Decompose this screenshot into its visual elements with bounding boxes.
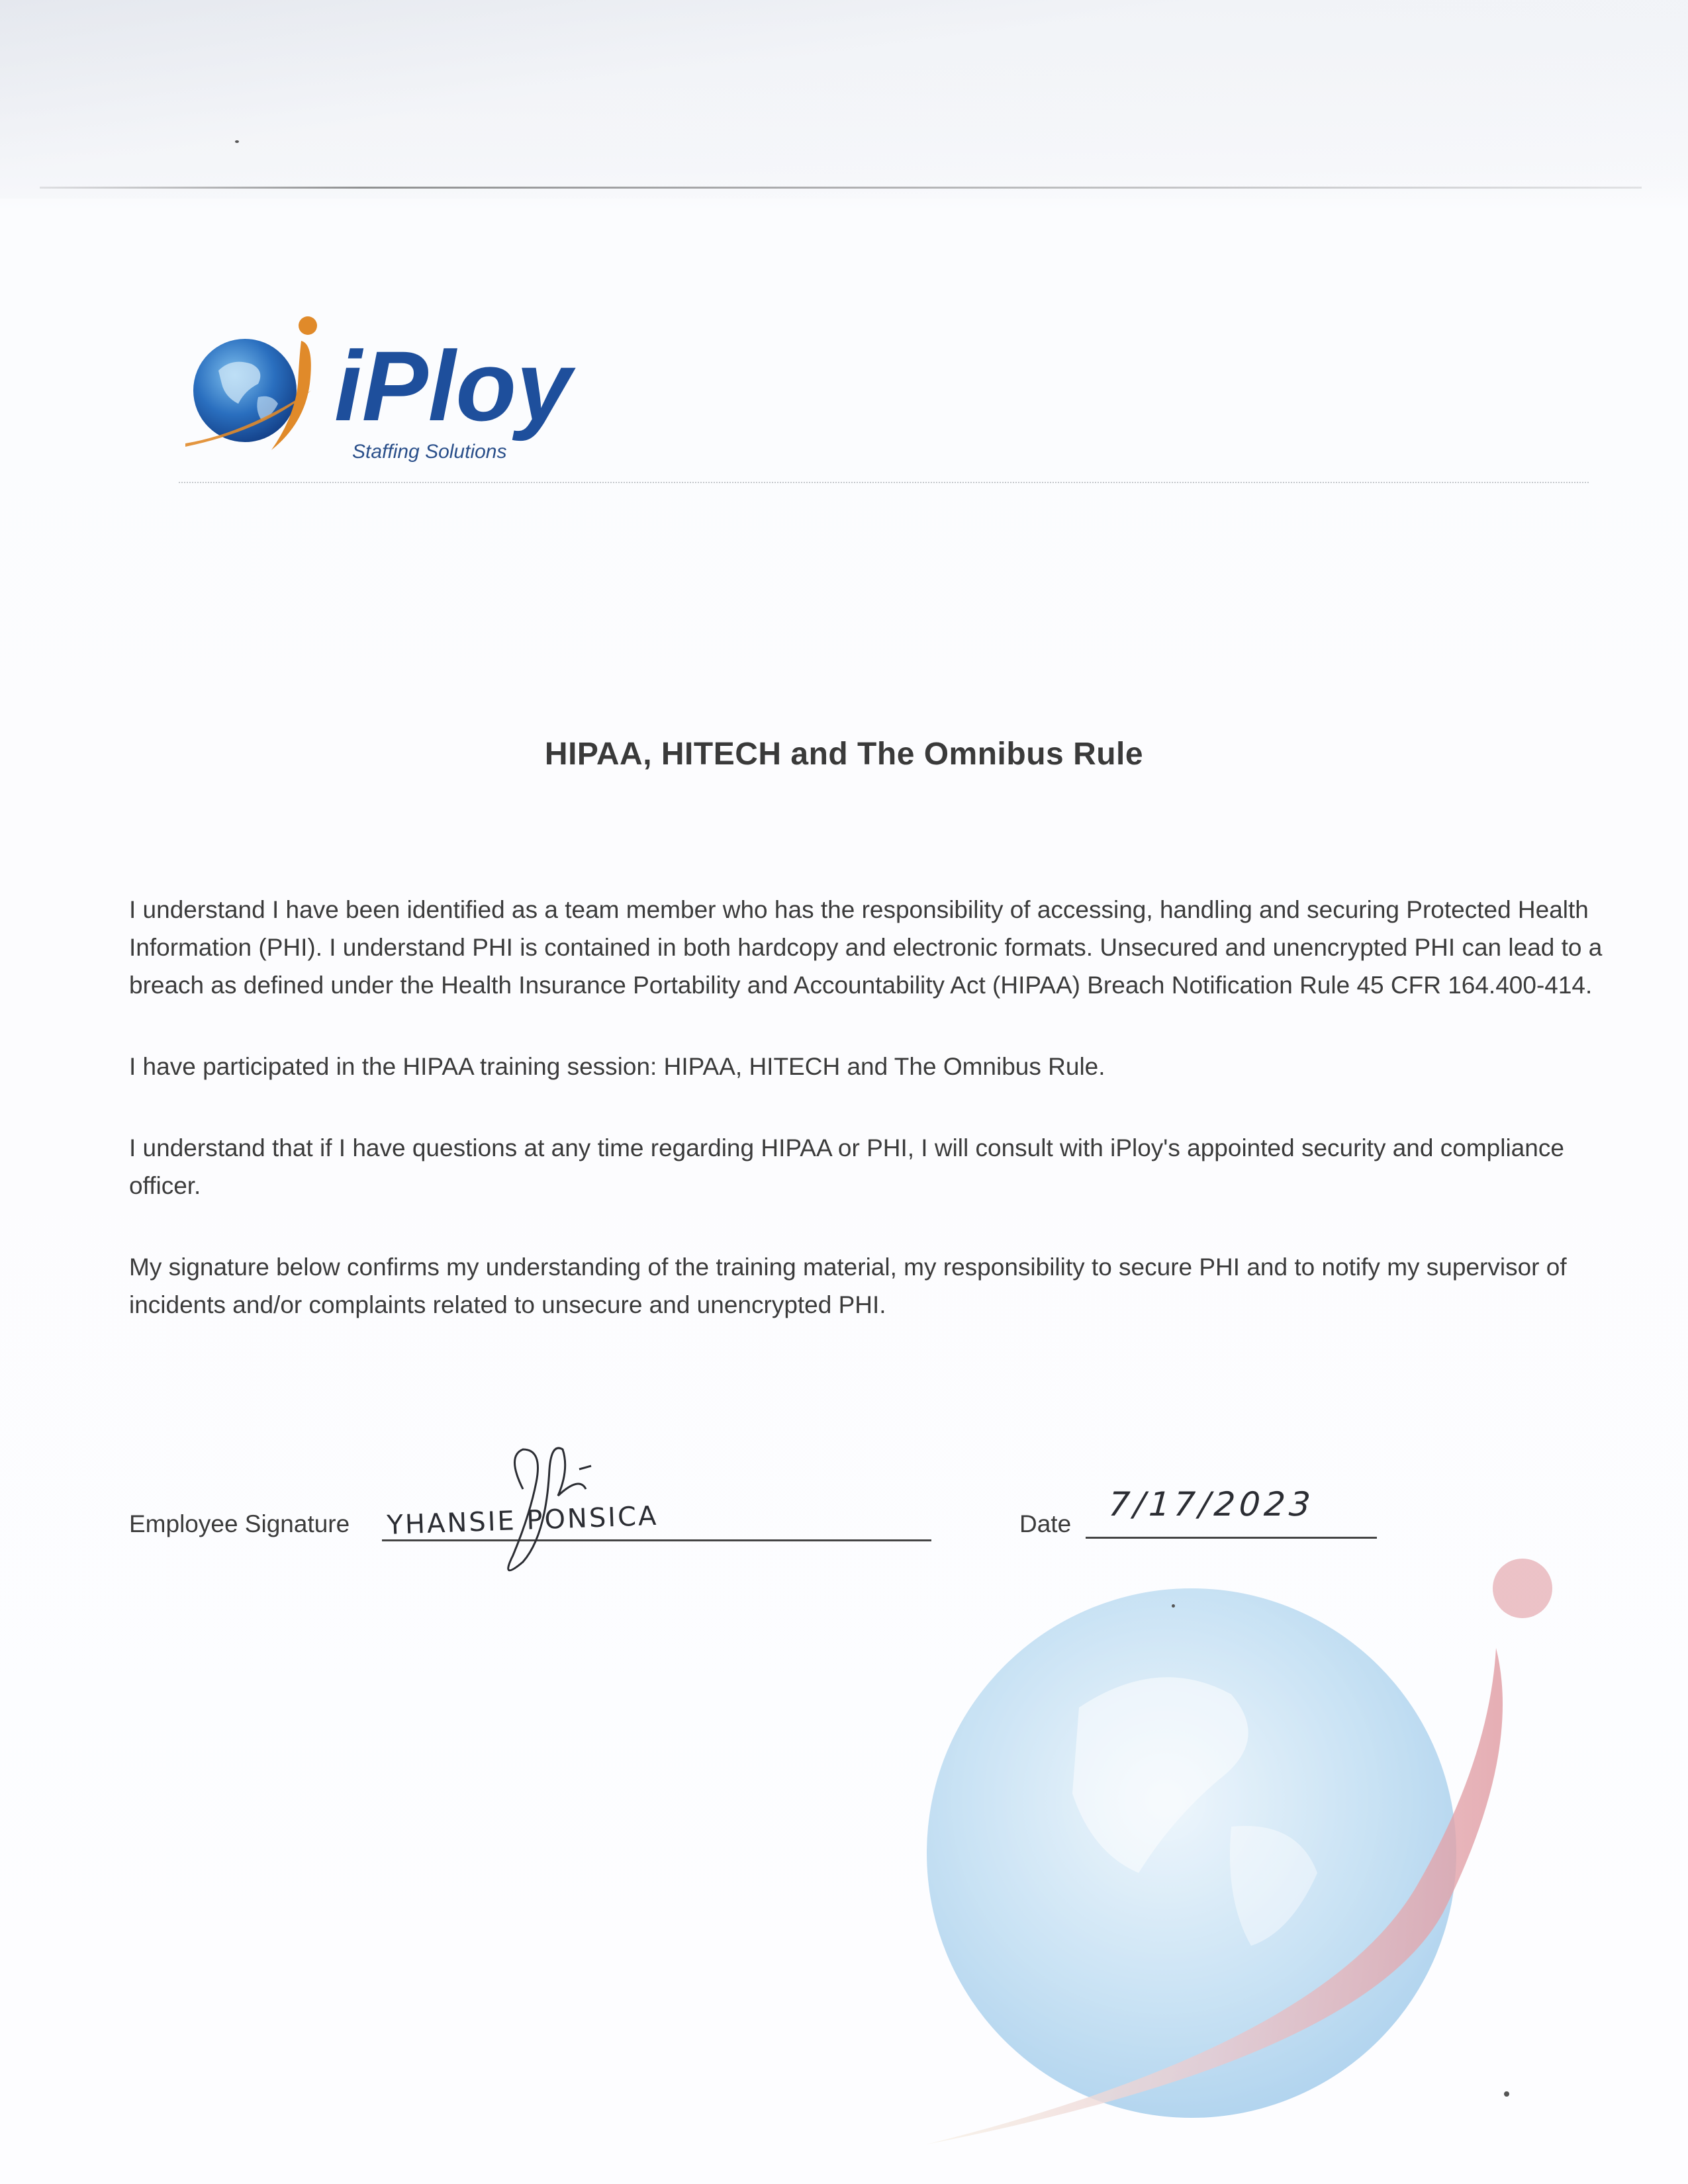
date-label: Date	[1019, 1510, 1072, 1537]
handwritten-date: 7/17/2023	[1107, 1485, 1316, 1524]
page-fold-shadow	[0, 0, 1688, 199]
scan-speck	[1172, 1604, 1175, 1608]
header-divider	[179, 482, 1589, 483]
document-body	[129, 891, 1632, 1367]
iploy-logo-graphic	[179, 311, 642, 470]
page-fold-crease	[40, 187, 1642, 189]
employee-signature-label: Employee Signature	[129, 1510, 350, 1537]
logo-wordmark: iPloy	[334, 330, 572, 441]
scan-speck	[1504, 2091, 1509, 2097]
iploy-logo	[179, 311, 642, 470]
paragraph-questions: I understand that if I have questions at any time regarding HIPAA or PHI, I will consult with iPloy's appointed security and compliance officer.	[129, 1134, 1564, 1199]
handwritten-name: YHANSIE PONSICA	[386, 1500, 659, 1541]
globe-watermark-icon	[861, 1542, 1589, 2171]
scan-speck	[235, 140, 239, 143]
paragraph-confirmation: My signature below confirms my understanding of the training material, my responsibility to secure PHI and to notify my supervisor of incidents and/or complaints related to unsecure and unencrypted PHI.	[129, 1253, 1567, 1318]
paragraph-responsibility: I understand I have been identified as a team member who has the responsibility of accessing, handling and securing Protected Health Information (PHI). I understand PHI is contained in both hardcopy and electronic formats. Unsecured and unencrypted PHI can lead to a breach as defined under the Health Insurance Portability and Accountability Act (HIPAA) Breach Notification Rule 45 CFR 164.400-414.	[129, 896, 1603, 999]
paragraph-training: I have participated in the HIPAA training session: HIPAA, HITECH and The Omnibus Rule.	[129, 1053, 1105, 1080]
handwritten-signature	[381, 1430, 725, 1582]
date-line[interactable]	[1086, 1537, 1377, 1539]
document-title: HIPAA, HITECH and The Omnibus Rule	[544, 737, 1144, 772]
logo-tagline: Staffing Solutions	[352, 441, 507, 463]
person-head-icon	[299, 316, 317, 335]
